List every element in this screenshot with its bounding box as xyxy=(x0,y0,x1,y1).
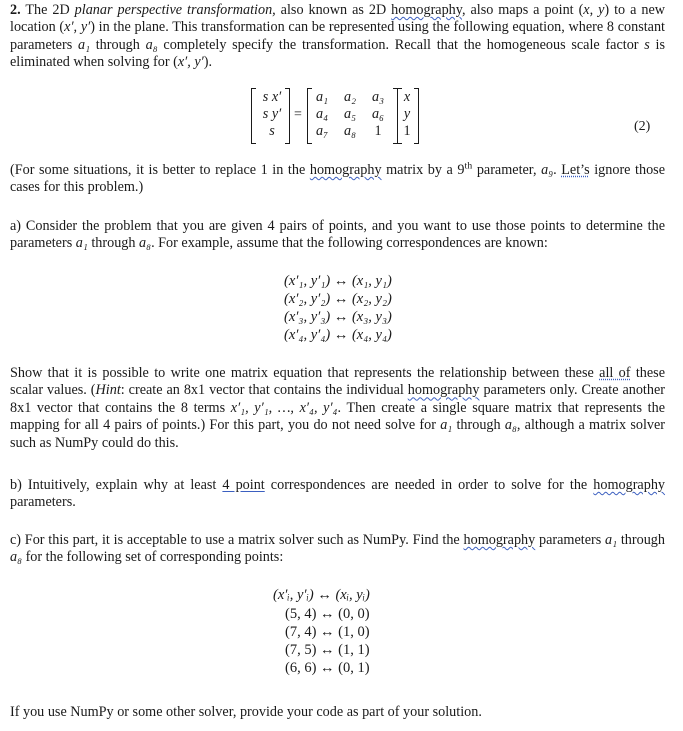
point-row: (6, 6) ↔ (0, 1) xyxy=(285,660,370,676)
matrix-cell: a₈ xyxy=(343,123,357,139)
correspondence-row: (x′₄, y′₄) ↔ (x₄, y₄) xyxy=(284,327,392,343)
matrix-cell: a₁ xyxy=(315,89,329,105)
spell-homography[interactable]: homography xyxy=(593,477,666,493)
lhs-bracket-left xyxy=(251,88,256,144)
points-header: (x′ᵢ, y′ᵢ) ↔ (xᵢ, yᵢ) xyxy=(273,587,370,603)
problem-number: 2. xyxy=(10,2,21,18)
point-row: (7, 4) ↔ (1, 0) xyxy=(285,624,370,640)
part-a-body: Show that it is possible to write one matrix equation that represents the relationship between these all of these scalar values. (Hint: create an 8x1 vector that contains the individual homography parameters only. Create another 8x1 vector that contains the 8 terms x′₁, y′₁, …, x′₄, y′₄. Then create a single square matrix that represents the mapping for all 4 pairs of points.) For this part, you do not need solve for a₁ through a₈, although a matrix solver such as NumPy could do this. xyxy=(10,365,666,451)
rhs-entry: x xyxy=(403,89,411,105)
grammar-all-of[interactable]: all of xyxy=(599,365,631,381)
spell-homography[interactable]: homography xyxy=(309,162,382,178)
part-b: b) Intuitively, explain why at least 4 point correspondences are needed in order to solve for the homography parameters. xyxy=(10,477,666,511)
matrix-cell: a₃ xyxy=(371,89,385,105)
part-a-intro: a) Consider the problem that you are given 4 pairs of points, and you want to use those points to determine the parameters a₁ through a₈. For example, assume that the following correspondences are known: xyxy=(10,218,665,252)
footer-note: If you use NumPy or some other solver, provide your code as part of your solution. xyxy=(10,704,482,720)
rhs-entry: y xyxy=(403,106,411,122)
term-perspective-transformation: planar perspective transformation, xyxy=(74,2,276,18)
lhs-entry: s x′ xyxy=(262,89,282,105)
equation-number: (2) xyxy=(634,119,651,134)
equals-sign: = xyxy=(294,107,302,122)
matrix-cell: a₄ xyxy=(315,106,329,122)
point-row: (5, 4) ↔ (0, 0) xyxy=(285,606,370,622)
lhs-entry: s y′ xyxy=(262,106,282,122)
point-row: (7, 5) ↔ (1, 1) xyxy=(285,642,370,658)
matrix-cell: 1 xyxy=(374,123,382,139)
matrix-cell: a₇ xyxy=(315,123,329,139)
spell-homography[interactable]: homography xyxy=(391,2,462,18)
grammar-lets[interactable]: Let’s xyxy=(561,162,590,178)
correspondence-row: (x′₂, y′₂) ↔ (x₂, y₂) xyxy=(284,291,392,307)
part-c: c) For this part, it is acceptable to use a matrix solver such as NumPy. Find the homography parameters a₁ through a₈ for the following set of corresponding points: xyxy=(10,532,665,566)
matrix-cell: a₅ xyxy=(343,106,357,122)
spell-homography[interactable]: homography xyxy=(407,382,480,399)
spell-homography[interactable]: homography xyxy=(463,532,536,548)
correspondence-row: (x′₁, y′₁) ↔ (x₁, y₁) xyxy=(284,273,392,289)
rhs-entry: 1 xyxy=(403,123,411,139)
problem-intro: 2. The 2D planar perspective transformation, also known as 2D homography, also maps a point (x, y) to a new location (x′, y′) in the plane. This transformation can be represented using the following equation, where 8 constant parameters a₁ through a₈ completely specify the transformation. Recall that the homogeneous scale factor s is eliminated when solving for (x′, y′). xyxy=(10,2,665,71)
matrix-cell: a₆ xyxy=(371,106,385,122)
matrix-cell: a₂ xyxy=(343,89,357,105)
grammar-4-point[interactable]: 4 point xyxy=(222,477,265,493)
note-paragraph: (For some situations, it is better to replace 1 in the homography matrix by a 9th parameter, a₉. Let’s ignore those cases for this problem.) xyxy=(10,160,666,196)
correspondence-row: (x′₃, y′₃) ↔ (x₃, y₃) xyxy=(284,309,392,325)
lhs-entry: s xyxy=(269,123,275,139)
